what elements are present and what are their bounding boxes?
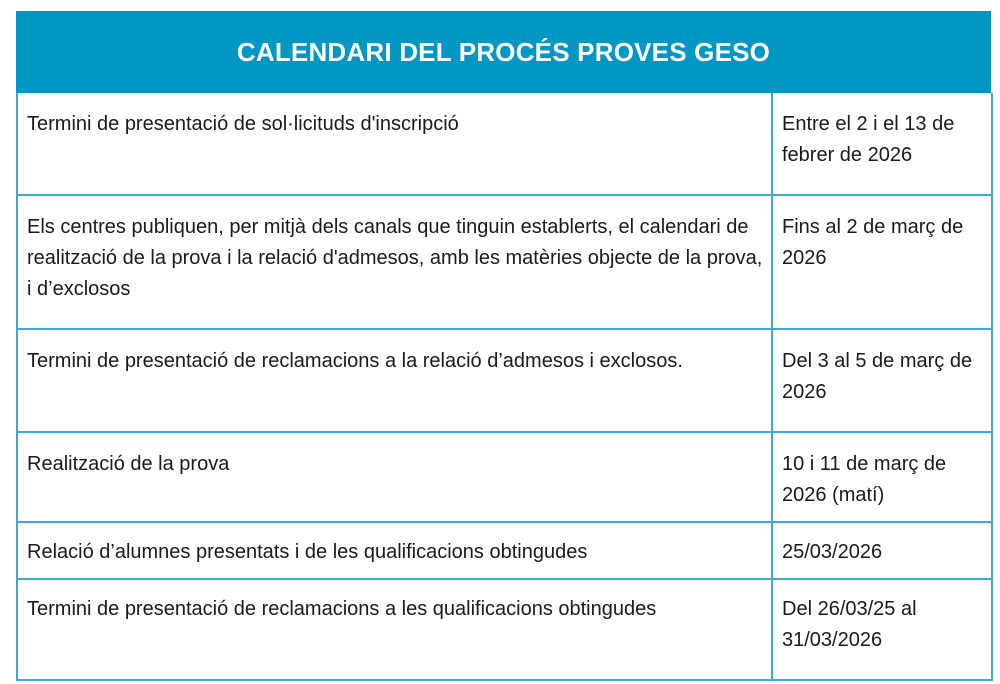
row-date: Del 3 al 5 de març de 2026 — [772, 329, 992, 432]
row-date: 25/03/2026 — [772, 522, 992, 579]
table-row — [17, 195, 992, 329]
row-date: Fins al 2 de març de 2026 — [772, 195, 992, 329]
row-description: Realització de la prova — [17, 432, 772, 522]
table-row — [17, 329, 992, 432]
row-description: Els centres publiquen, per mitjà dels canals que tinguin establerts, el calendari de realització de la prova i la relació d'admesos, amb les matèries objecte de la prova, i d’exclosos — [17, 195, 772, 329]
table-row — [17, 522, 992, 579]
row-description: Termini de presentació de sol·licituds d'inscripció — [17, 93, 772, 195]
table-row — [17, 93, 992, 195]
calendar-grid — [16, 93, 993, 681]
row-description: Termini de presentació de reclamacions a la relació d’admesos i exclosos. — [17, 329, 772, 432]
table-title: CALENDARI DEL PROCÉS PROVES GESO — [236, 36, 771, 67]
row-date: Entre el 2 i el 13 de febrer de 2026 — [772, 93, 992, 195]
table-row — [17, 432, 992, 522]
calendar-table — [16, 11, 991, 681]
table-row — [17, 579, 992, 680]
table-header — [16, 11, 991, 93]
row-date: 10 i 11 de març de 2026 (matí) — [772, 432, 992, 522]
row-description: Termini de presentació de reclamacions a les qualificacions obtingudes — [17, 579, 772, 680]
row-description: Relació d’alumnes presentats i de les qualificacions obtingudes — [17, 522, 772, 579]
row-date: Del 26/03/25 al 31/03/2026 — [772, 579, 992, 680]
